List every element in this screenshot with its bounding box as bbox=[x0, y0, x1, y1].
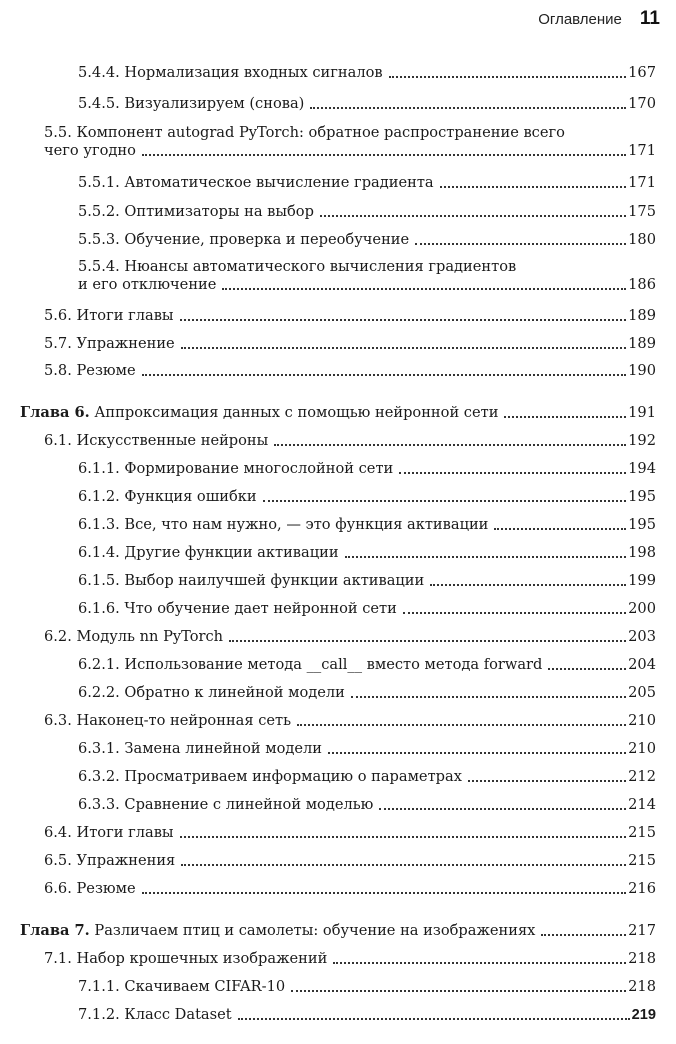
toc-entry[interactable]: 5.6. Итоги главы 189 bbox=[44, 307, 656, 324]
toc-entry[interactable]: 7.1. Набор крошечных изображений 218 bbox=[44, 950, 656, 967]
toc-entry[interactable]: 6.1. Искусственные нейроны 192 bbox=[44, 432, 656, 449]
toc-entry[interactable]: 6.1.5. Выбор наилучшей функции активации 199 bbox=[78, 572, 656, 589]
toc-entry[interactable]: 5.5. Компонент autograd PyTorch: обратное распространение всего чего угодно 171 bbox=[44, 124, 656, 159]
toc-entry[interactable]: 6.2. Модуль nn PyTorch 203 bbox=[44, 628, 656, 645]
toc-entry[interactable]: 6.3.3. Сравнение с линейной моделью 214 bbox=[78, 796, 656, 813]
toc-entry[interactable]: 6.1.2. Функция ошибки 195 bbox=[78, 488, 656, 505]
toc-chapter-6[interactable]: Глава 6. Аппроксимация данных с помощью нейронной сети 191 bbox=[20, 404, 656, 421]
page-number: 11 bbox=[639, 8, 660, 29]
running-head: Оглавление bbox=[538, 11, 622, 28]
toc-entry[interactable]: 5.4.5. Визуализируем (снова) 170 bbox=[78, 95, 656, 112]
toc-entry[interactable]: 6.1.3. Все, что нам нужно, — это функция активации 195 bbox=[78, 516, 656, 533]
toc-entry[interactable]: 5.8. Резюме 190 bbox=[44, 362, 656, 379]
toc-entry[interactable]: 6.2.2. Обратно к линейной модели 205 bbox=[78, 684, 656, 701]
toc-entry[interactable]: 7.1.2. Класс Dataset 219 bbox=[78, 1006, 656, 1023]
toc-entry[interactable]: 6.2.1. Использование метода __call__ вместо метода forward 204 bbox=[78, 656, 656, 673]
toc-entry[interactable]: 5.5.4. Нюансы автоматического вычисления градиентов и его отключение 186 bbox=[78, 258, 656, 293]
toc-entry[interactable]: 5.5.3. Обучение, проверка и переобучение 180 bbox=[78, 231, 656, 248]
toc-chapter-7[interactable]: Глава 7. Различаем птиц и самолеты: обучение на изображениях 217 bbox=[20, 922, 656, 939]
toc-entry[interactable]: 5.7. Упражнение 189 bbox=[44, 335, 656, 352]
toc-entry[interactable]: 6.6. Резюме 216 bbox=[44, 880, 656, 897]
toc-entry[interactable]: 6.3.1. Замена линейной модели 210 bbox=[78, 740, 656, 757]
toc-entry[interactable]: 6.1.1. Формирование многослойной сети 194 bbox=[78, 460, 656, 477]
toc-entry[interactable]: 6.1.4. Другие функции активации 198 bbox=[78, 544, 656, 561]
toc-entry[interactable]: 6.4. Итоги главы 215 bbox=[44, 824, 656, 841]
toc-entry[interactable]: 6.3. Наконец-то нейронная сеть 210 bbox=[44, 712, 656, 729]
toc-entry[interactable]: 6.5. Упражнения 215 bbox=[44, 852, 656, 869]
toc-entry[interactable]: 5.5.2. Оптимизаторы на выбор 175 bbox=[78, 203, 656, 220]
toc-entry[interactable]: 6.3.2. Просматриваем информацию о параметрах 212 bbox=[78, 768, 656, 785]
toc-entry[interactable]: 5.4.4. Нормализация входных сигналов 167 bbox=[78, 64, 656, 81]
toc-entry[interactable]: 7.1.1. Скачиваем CIFAR-10 218 bbox=[78, 978, 656, 995]
toc-entry[interactable]: 5.5.1. Автоматическое вычисление градиента 171 bbox=[78, 174, 656, 191]
page-header bbox=[538, 8, 660, 34]
toc-entry[interactable]: 6.1.6. Что обучение дает нейронной сети 200 bbox=[78, 600, 656, 617]
